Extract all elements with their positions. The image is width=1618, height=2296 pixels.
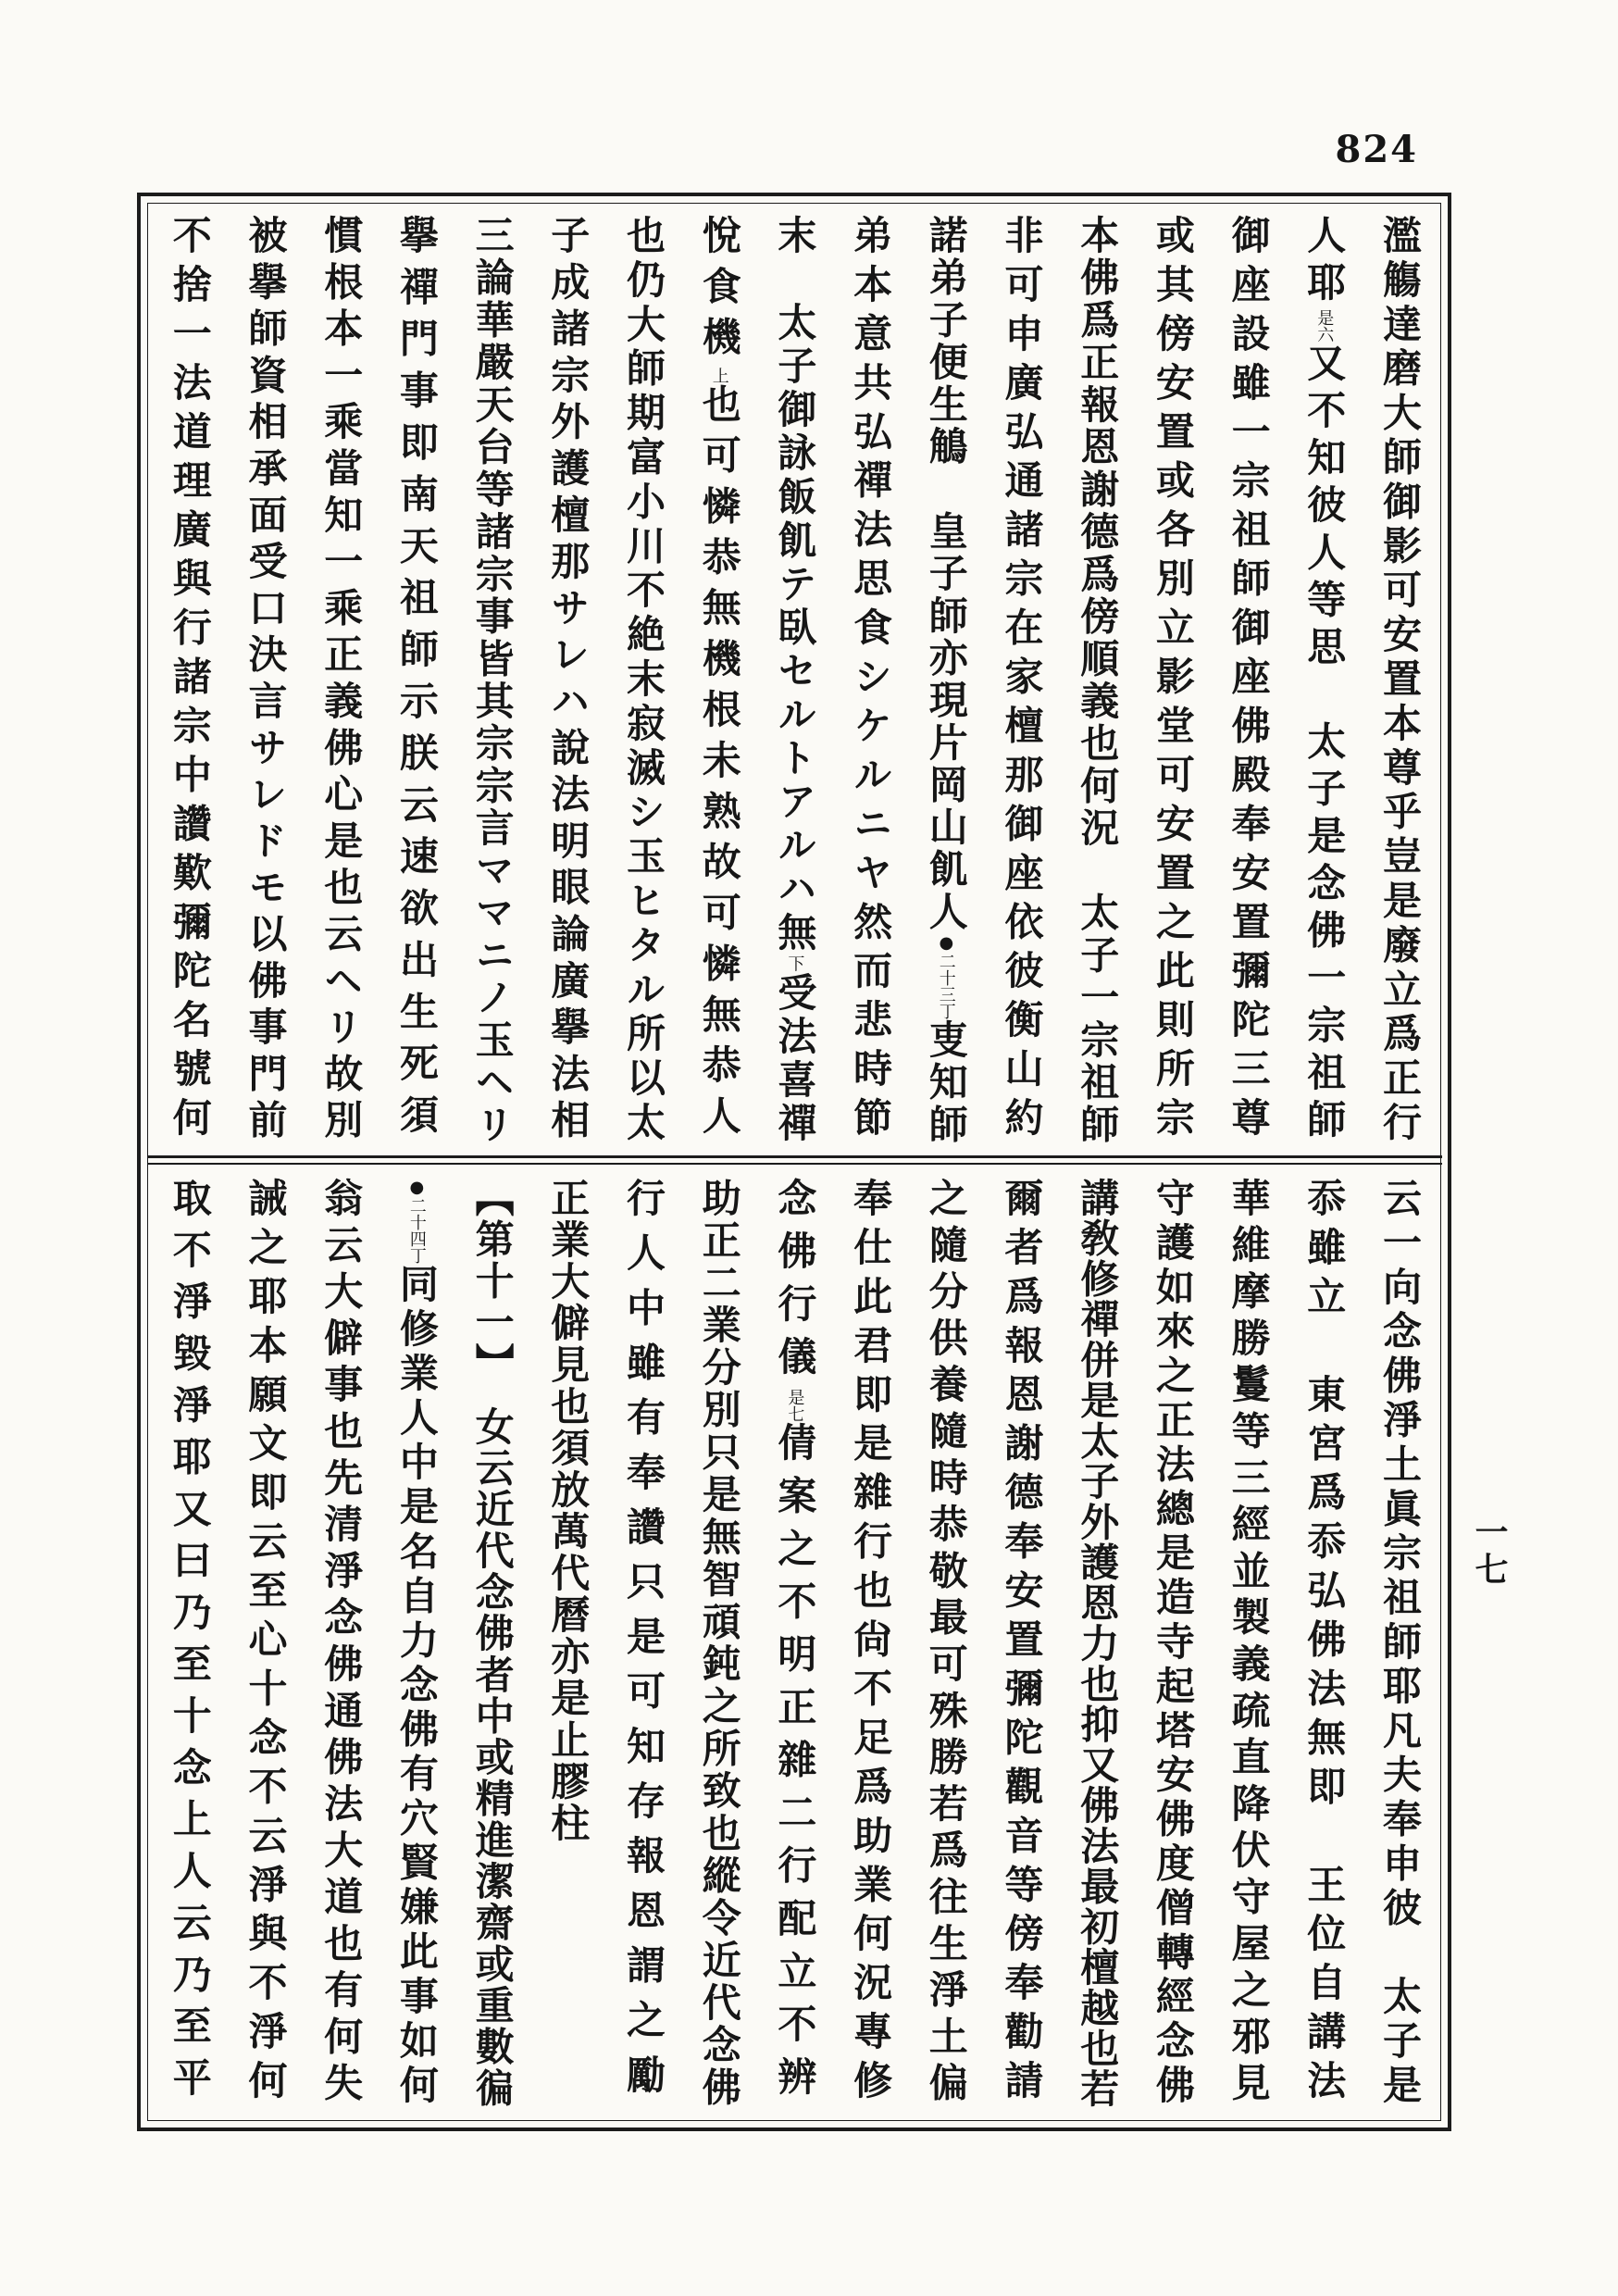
column-text: 正業大僻見也須放萬代曆亦是止膠柱 bbox=[545, 1178, 591, 1844]
upper-text-column bbox=[989, 215, 1054, 1146]
inline-annotation: ●二十三丁 bbox=[936, 933, 956, 1020]
column-line bbox=[1075, 215, 1120, 1146]
column-text: 同修業人中是名自力念佛有穴賢嫌此事如何 bbox=[393, 1264, 440, 2109]
column-text: 子成諸宗外護檀那サレハ說法明眼論廣擧法相 bbox=[545, 215, 591, 1146]
column-line bbox=[318, 1178, 364, 2109]
column-text: 爾者爲報恩謝德奉安置彌陀觀音等傍奉勸請 bbox=[999, 1178, 1045, 2110]
column-text: 人耶 bbox=[1301, 215, 1348, 310]
lower-text-column bbox=[233, 1178, 298, 2109]
inline-annotation: ●二十四丁 bbox=[406, 1178, 427, 1264]
upper-text-column bbox=[1064, 215, 1129, 1146]
column-text: 華維摩勝鬘等三經並製義疏直降伏守屋之邪見 bbox=[1226, 1178, 1272, 2109]
upper-text-column bbox=[1367, 215, 1432, 1146]
upper-text-column bbox=[384, 215, 449, 1146]
lower-text-column bbox=[1291, 1178, 1356, 2109]
column-line bbox=[697, 215, 742, 1146]
column-text: 弟本意共弘禪法思食シケルニヤ然而悲時節 bbox=[848, 215, 894, 1147]
column-line bbox=[243, 1178, 289, 2109]
column-text: 念佛行儀 bbox=[772, 1178, 818, 1390]
column-text: 悅食機 bbox=[696, 215, 742, 368]
lower-text-column bbox=[838, 1178, 902, 2109]
upper-text-column bbox=[838, 215, 902, 1146]
lower-text-column bbox=[1367, 1178, 1432, 2109]
column-text: 【第十一】 女云近代念佛者中或精進潔齋或重數徧 bbox=[469, 1178, 516, 2109]
column-text: 守護如來之正法總是造寺起塔安佛度僧轉經念佛 bbox=[1150, 1178, 1196, 2109]
column-text: 倩案之不明正雜二行配立不辨 bbox=[772, 1422, 818, 2110]
column-line bbox=[772, 1178, 817, 2109]
upper-text-column bbox=[233, 215, 298, 1146]
column-text: 叓知師 bbox=[923, 1019, 969, 1147]
column-line bbox=[1226, 1178, 1272, 2109]
margin-section-number: 一七 bbox=[1470, 1515, 1509, 1589]
column-line bbox=[470, 1178, 516, 2109]
column-line bbox=[394, 1178, 440, 2109]
column-line bbox=[848, 215, 893, 1146]
column-text: 講敎修禪併是太子外護恩力也抑又佛法最初檀越也若 bbox=[1075, 1178, 1121, 2110]
column-text: 也仍大師期富小川不絶末寂滅シ玉ヒタル所以太 bbox=[621, 215, 666, 1146]
lower-text-column bbox=[914, 1178, 978, 2109]
column-line bbox=[621, 215, 666, 1146]
inline-annotation: 下 bbox=[785, 955, 805, 972]
upper-text-column bbox=[308, 215, 373, 1146]
column-line bbox=[318, 215, 364, 1146]
column-line bbox=[621, 1178, 666, 2109]
column-text: 翁云大僻事也先清淨念佛通佛法大道也有何失 bbox=[318, 1178, 365, 2109]
lower-text-column bbox=[308, 1178, 373, 2109]
column-text: 誡之耶本願文即云至心十念不云淨與不淨何 bbox=[243, 1178, 289, 2110]
lower-text-column bbox=[1140, 1178, 1205, 2109]
upper-text-column bbox=[535, 215, 600, 1146]
column-text: 本佛爲正報恩謝德爲傍順義也何況 太子一宗祖師 bbox=[1075, 215, 1121, 1147]
upper-text-column bbox=[687, 215, 752, 1146]
column-text: 取不淨毀淨耶又曰乃至十念上人云乃至平 bbox=[167, 1178, 213, 2110]
column-text: 受法喜禪 bbox=[772, 971, 818, 1147]
column-text: 被擧師資相承面受口決言サレドモ以佛事門前 bbox=[243, 215, 289, 1146]
column-line bbox=[1000, 215, 1045, 1146]
column-text: 之隨分供養隨時恭敬最可殊勝若爲往生淨土偏 bbox=[923, 1178, 969, 2109]
column-line bbox=[1151, 215, 1196, 1146]
lower-text-column bbox=[611, 1178, 676, 2109]
upper-text-column bbox=[460, 215, 525, 1146]
column-line bbox=[924, 1178, 969, 2109]
column-line bbox=[168, 1178, 213, 2109]
column-text: 擧禪門事即南天祖師示朕云速欲出生死須 bbox=[393, 215, 440, 1147]
column-text: 御座設雖一宗祖師御座佛殿奉安置彌陀三尊 bbox=[1226, 215, 1272, 1147]
page-number: 824 bbox=[1335, 128, 1418, 171]
column-line bbox=[1226, 215, 1272, 1146]
upper-text-column bbox=[1291, 215, 1356, 1146]
column-text: 行人中雖有奉讚只是可知存報恩謂之勵 bbox=[621, 1178, 666, 2110]
column-text: 非可申廣弘通諸宗在家檀那御座依彼衡山約 bbox=[999, 215, 1045, 1147]
column-line bbox=[470, 215, 516, 1146]
column-line bbox=[545, 1178, 591, 1844]
upper-text-column bbox=[762, 215, 827, 1146]
column-text: 諾弟子便生鵤 皇子師亦現片岡山飢人 bbox=[923, 215, 969, 934]
column-text: 助正二業分別只是無智頑鈍之所致也縱令近代念佛 bbox=[696, 1178, 742, 2110]
column-text: 三論華嚴天台等諸宗事皆其宗宗言ママニノ玉ヘリ bbox=[469, 215, 516, 1147]
column-text: 末 太子御詠飯飢テ臥セルトアルハ無 bbox=[772, 215, 818, 955]
upper-text-column bbox=[157, 215, 222, 1146]
column-text: 奉仕此君即是雜行也尙不足爲助業何況專修 bbox=[848, 1178, 894, 2110]
upper-text-column bbox=[1140, 215, 1205, 1146]
column-line bbox=[1301, 1178, 1347, 2109]
column-line bbox=[545, 215, 591, 1146]
column-text: 云一向念佛淨土眞宗祖師耶凡夫奉申彼 太子是 bbox=[1377, 1178, 1423, 2109]
column-text: 忝雖立 東宮爲忝弘佛法無即 王位自講法 bbox=[1301, 1178, 1348, 2110]
column-line bbox=[394, 215, 440, 1146]
column-line bbox=[1377, 215, 1423, 1146]
column-line bbox=[924, 215, 969, 1146]
lower-text-column bbox=[157, 1178, 222, 2109]
column-text: 慣根本一乘當知一乘正義佛心是也云ヘリ故別 bbox=[318, 215, 365, 1146]
column-line bbox=[1000, 1178, 1045, 2109]
lower-text-column bbox=[687, 1178, 752, 2109]
column-text: 濫觴達磨大師御影可安置本尊乎豈是廢立爲正行 bbox=[1377, 215, 1423, 1146]
lower-text-column bbox=[535, 1178, 600, 2109]
lower-text-column bbox=[460, 1178, 525, 2109]
column-line bbox=[243, 215, 289, 1146]
column-line bbox=[772, 215, 817, 1146]
upper-text-column bbox=[611, 215, 676, 1146]
inline-annotation: 是六 bbox=[1314, 309, 1335, 343]
inline-annotation: 是七 bbox=[785, 1389, 805, 1423]
lower-text-column bbox=[989, 1178, 1054, 2109]
lower-text-column bbox=[1216, 1178, 1281, 2109]
column-line bbox=[168, 215, 213, 1146]
lower-text-column bbox=[1064, 1178, 1129, 2109]
upper-text-column bbox=[1216, 215, 1281, 1146]
column-line bbox=[1301, 215, 1347, 1146]
column-text: 不捨一法道理廣與行諸宗中讚歎彌陀名號何 bbox=[167, 215, 213, 1147]
column-text: 或其傍安置或各別立影堂可安置之此則所宗 bbox=[1150, 215, 1196, 1147]
upper-text-column bbox=[914, 215, 978, 1146]
column-text: 又不知彼人等思 太子是念佛一宗祖師 bbox=[1301, 343, 1348, 1146]
column-line bbox=[848, 1178, 893, 2109]
lower-text-column bbox=[762, 1178, 827, 2109]
column-line bbox=[1151, 1178, 1196, 2109]
lower-text-column bbox=[384, 1178, 449, 2109]
column-line bbox=[697, 1178, 742, 2109]
column-line bbox=[1075, 1178, 1120, 2109]
inline-annotation: 上 bbox=[709, 367, 729, 384]
column-line bbox=[1377, 1178, 1423, 2109]
column-text: 也可憐恭無機根未熟故可憐無恭人 bbox=[696, 383, 742, 1147]
